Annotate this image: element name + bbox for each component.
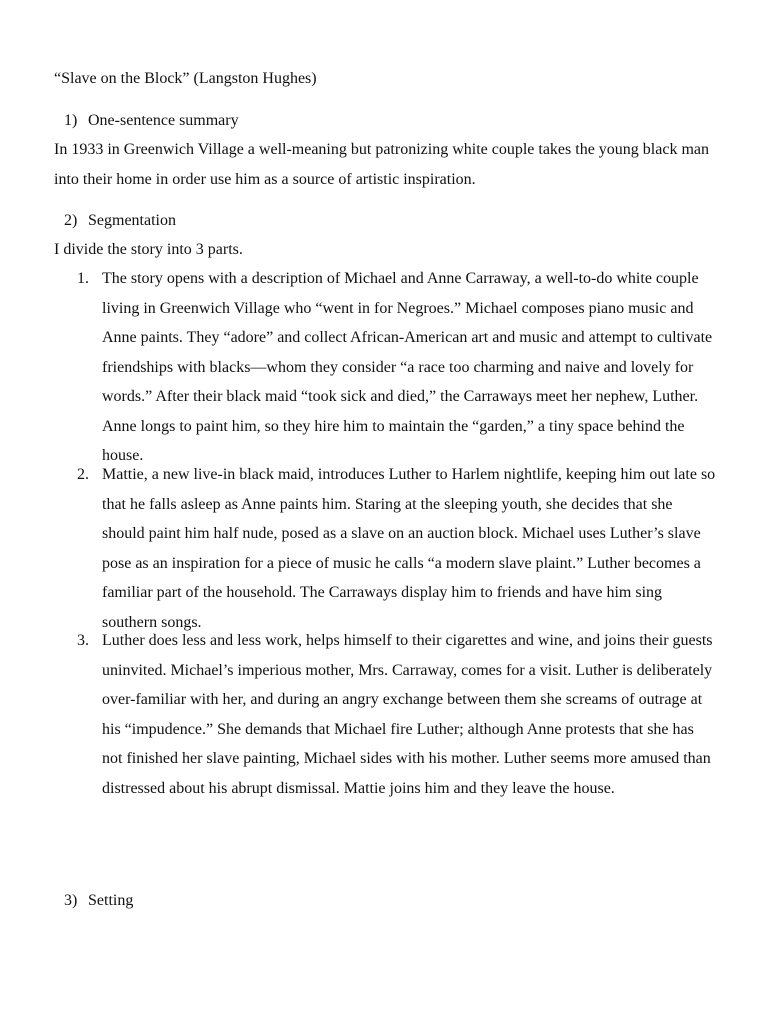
segmentation-intro: I divide the story into 3 parts. xyxy=(54,241,243,258)
list-item xyxy=(77,460,717,637)
section-number: 2) xyxy=(64,212,78,229)
section-heading-text: Setting xyxy=(88,892,134,909)
section-heading-segmentation xyxy=(64,206,176,236)
document-title: “Slave on the Block” (Langston Hughes) xyxy=(54,70,317,87)
list-item xyxy=(77,264,717,471)
section-heading-setting xyxy=(64,886,133,916)
list-item-text: Luther does less and less work, helps himself to their cigarettes and wine, and joins their guests uninvited. Michael’s imperious mother, Mrs. Carraway, comes for a visit. Luther is deliberately over-familiar with her, and during an angry exchange between them she screams of outrage at his “impudence.” She demands that Michael fire Luther; although Anne protests that she has not finished her slave painting, Michael sides with his mother. Luther seems more amused than distressed about his abrupt dismissal. Mattie joins him and they leave the house. xyxy=(102,632,713,797)
section-heading-text: One-sentence summary xyxy=(88,112,239,129)
section-heading-summary xyxy=(64,106,239,136)
list-item-text: Mattie, a new live-in black maid, introduces Luther to Harlem nightlife, keeping him out late so that he falls asleep as Anne paints him. Staring at the sleeping youth, she decides that she should paint him half nude, posed as a slave on an auction block. Michael uses Luther’s slave pose as an inspiration for a piece of music he calls “a modern slave plaint.” Luther becomes a familiar part of the household. The Carraways display him to friends and have him sing southern songs. xyxy=(102,466,716,631)
section-number: 3) xyxy=(64,892,78,909)
list-item xyxy=(77,626,717,803)
section-heading-text: Segmentation xyxy=(88,212,176,229)
list-item-number: 1. xyxy=(77,270,89,287)
list-item-number: 2. xyxy=(77,466,89,483)
section-number: 1) xyxy=(64,112,78,129)
list-item-text: The story opens with a description of Michael and Anne Carraway, a well-to-do white couple living in Greenwich Village who “went in for Negroes.” Michael composes piano music and Anne paints. They “adore” and collect African-American art and music and attempt to cultivate friendships with blacks—whom they consider “a race too charming and naive and lovely for words.” After their black maid “took sick and died,” the Carraways meet her nephew, Luther. Anne longs to paint him, so they hire him to maintain the “garden,” a tiny space behind the house. xyxy=(102,270,713,464)
summary-paragraph: In 1933 in Greenwich Village a well-meaning but patronizing white couple takes the young black man into their home in order use him as a source of artistic inspiration. xyxy=(54,141,709,188)
list-item-number: 3. xyxy=(77,632,89,649)
